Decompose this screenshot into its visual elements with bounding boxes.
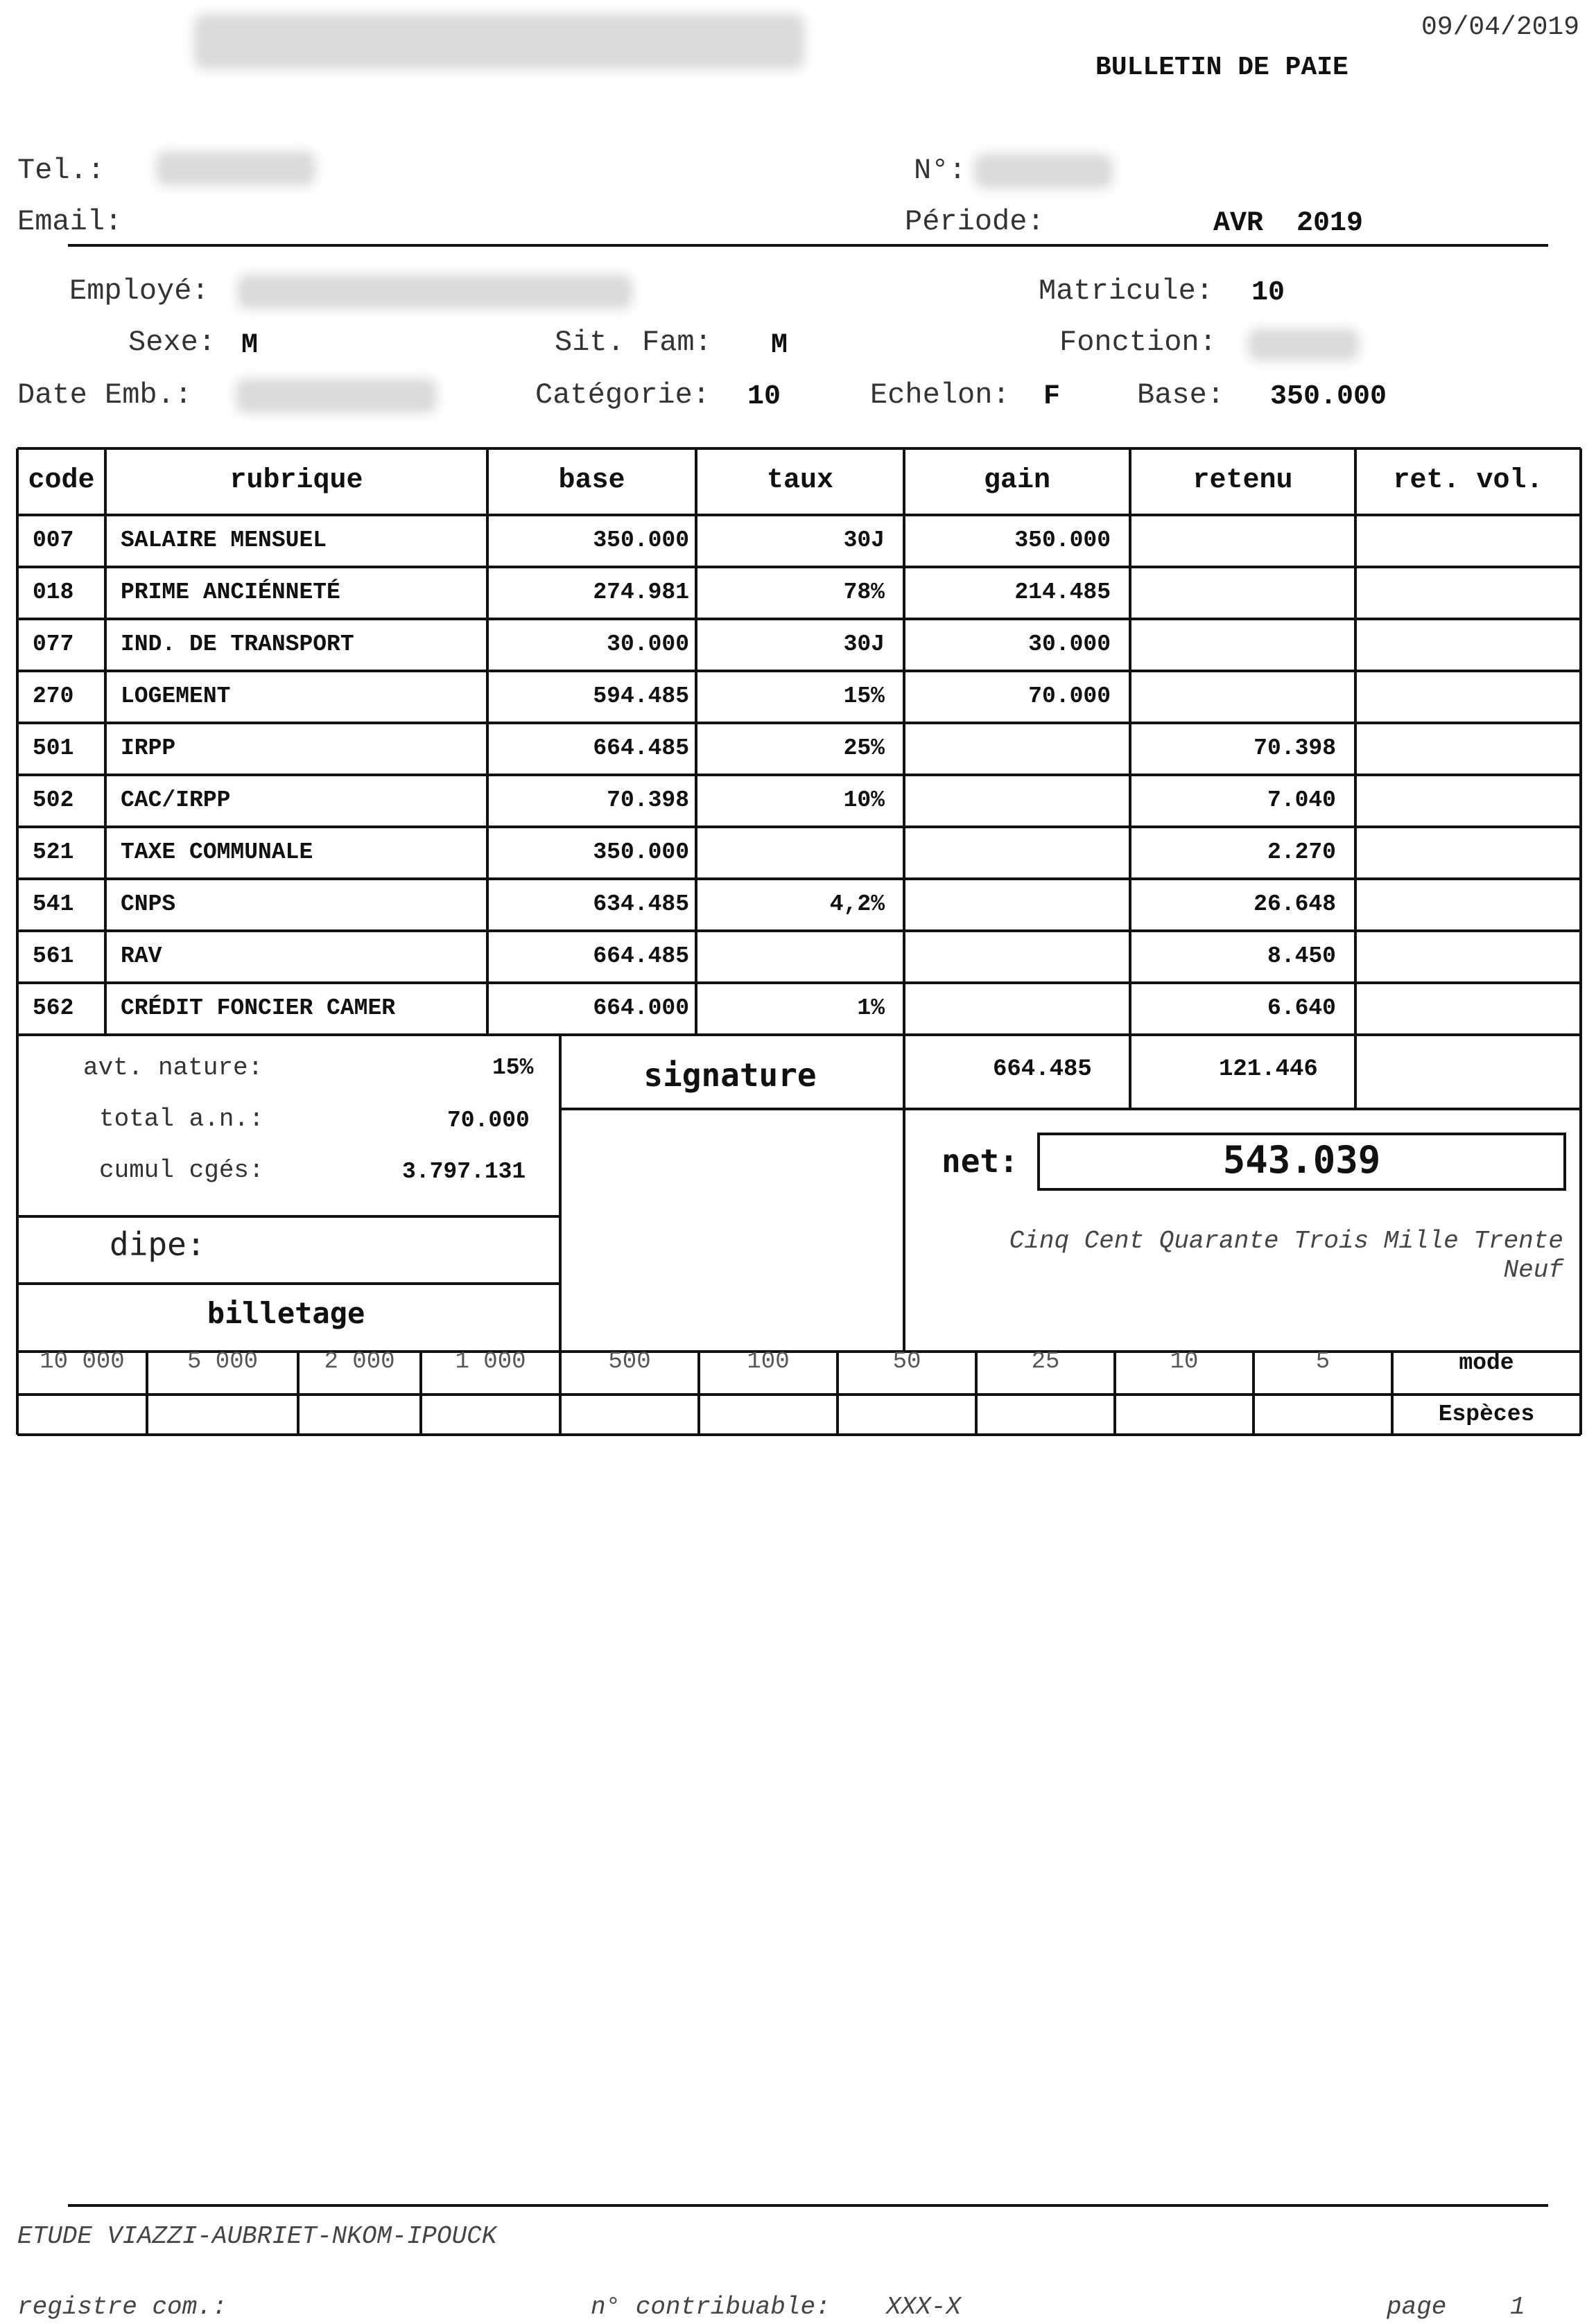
billetage-denomination: 100 (747, 1349, 790, 1375)
matricule-label: Matricule: (1039, 274, 1214, 308)
cell-rubrique: SALAIRE MENSUEL (121, 527, 327, 553)
grid-line (17, 1393, 1581, 1396)
document-title: BULLETIN DE PAIE (1095, 53, 1348, 82)
column-header-taux: taux (766, 465, 833, 496)
footer-company: ETUDE VIAZZI-AUBRIET-NKOM-IPOUCK (17, 2222, 497, 2251)
cell-rubrique: CAC/IRPP (121, 787, 231, 813)
grid-line (903, 1035, 905, 1352)
print-date: 09/04/2019 (1421, 12, 1580, 42)
employe-label: Employé: (69, 274, 209, 308)
cell-taux: 30J (843, 527, 885, 553)
cell-base: 594.485 (593, 683, 689, 709)
grid-line (1129, 1035, 1131, 1109)
cell-gain: 70.000 (1028, 683, 1111, 709)
column-header-code: code (28, 465, 95, 496)
cell-retenu: 6.640 (1267, 995, 1336, 1021)
grid-line (16, 448, 19, 1435)
mode-label: mode (1459, 1350, 1514, 1376)
cell-base: 664.485 (593, 735, 689, 761)
no-label: N°: (914, 154, 966, 187)
grid-line (17, 1033, 1581, 1036)
page-label: page (1387, 2293, 1447, 2321)
avt-nature-label: avt. nature: (83, 1054, 263, 1082)
cell-taux: 4,2% (829, 891, 885, 917)
cell-rubrique: LOGEMENT (121, 683, 231, 709)
contribuable-label: n° contribuable: (591, 2293, 831, 2321)
billetage-denomination: 50 (892, 1349, 921, 1375)
grid-line (17, 929, 1581, 932)
cell-base: 350.000 (593, 839, 689, 865)
grid-line (17, 566, 1581, 568)
cell-retenu: 8.450 (1267, 943, 1336, 969)
grid-line (17, 1282, 560, 1285)
avt-nature-value: 15% (492, 1055, 534, 1081)
cell-taux: 10% (843, 787, 885, 813)
cell-taux: 30J (843, 631, 885, 657)
echelon-label: Echelon: (870, 378, 1010, 412)
grid-line (560, 1108, 1581, 1110)
cell-base: 634.485 (593, 891, 689, 917)
no-value-redacted (974, 154, 1113, 189)
categorie-label: Catégorie: (535, 378, 711, 412)
net-label: net: (942, 1142, 1018, 1180)
total-an-value: 70.000 (447, 1108, 530, 1133)
email-label: Email: (17, 205, 123, 238)
dateemb-value-redacted (236, 378, 437, 413)
cell-gain: 350.000 (1014, 527, 1111, 553)
signature-label: signature (643, 1056, 817, 1094)
periode-label: Période: (905, 205, 1045, 238)
cell-code: 502 (33, 787, 74, 813)
company-name-redacted (194, 14, 804, 69)
cell-taux: 1% (857, 995, 885, 1021)
cell-rubrique: IRPP (121, 735, 176, 761)
column-header-gain: gain (983, 465, 1050, 496)
billetage-denomination: 5 (1315, 1349, 1330, 1375)
cell-code: 007 (33, 527, 74, 553)
net-words-line1: Cinq Cent Quarante Trois Mille Trente (1009, 1227, 1563, 1255)
cell-code: 562 (33, 995, 74, 1021)
grid-line (1579, 448, 1582, 1435)
cell-gain: 214.485 (1014, 579, 1111, 605)
billetage-denomination: 10 (1170, 1349, 1199, 1375)
echelon-value: F (1043, 381, 1061, 412)
sexe-value: M (241, 330, 259, 361)
cell-retenu: 26.648 (1254, 891, 1336, 917)
cell-retenu: 2.270 (1267, 839, 1336, 865)
cell-base: 350.000 (593, 527, 689, 553)
cell-retenu: 7.040 (1267, 787, 1336, 813)
cell-code: 561 (33, 943, 74, 969)
periode-value: AVR 2019 (1213, 208, 1364, 239)
billetage-denomination: 2 000 (324, 1349, 395, 1375)
fonction-value-redacted (1248, 329, 1359, 360)
grid-line (17, 670, 1581, 672)
fonction-label: Fonction: (1059, 326, 1217, 359)
net-value: 543.039 (1222, 1138, 1381, 1182)
cell-retenu: 70.398 (1254, 735, 1336, 761)
categorie-value: 10 (747, 381, 781, 412)
tel-value-redacted (156, 151, 315, 186)
base-value: 350.000 (1270, 381, 1387, 412)
grid-line (1354, 448, 1357, 1035)
column-header-rubrique: rubrique (229, 465, 363, 496)
matricule-value: 10 (1251, 277, 1285, 308)
mode-value: Espèces (1438, 1401, 1535, 1427)
cell-code: 077 (33, 631, 74, 657)
cell-rubrique: RAV (121, 943, 162, 969)
total-an-label: total a.n.: (99, 1105, 264, 1133)
billetage-denomination: 5 000 (187, 1349, 259, 1375)
footer-divider (68, 2204, 1548, 2207)
billetage-denomination: 25 (1031, 1349, 1060, 1375)
cell-rubrique: PRIME ANCIÉNNETÉ (121, 579, 340, 605)
grid-line (17, 1215, 560, 1218)
cell-taux: 25% (843, 735, 885, 761)
sitfam-label: Sit. Fam: (555, 326, 712, 359)
cell-code: 018 (33, 579, 74, 605)
cell-code: 521 (33, 839, 74, 865)
grid-line (17, 447, 1581, 450)
tel-label: Tel.: (17, 154, 105, 187)
billetage-denomination: 500 (608, 1349, 651, 1375)
column-header-retvol: ret. vol. (1393, 465, 1543, 496)
header-divider (68, 244, 1548, 247)
cell-rubrique: CNPS (121, 891, 176, 917)
total-gain: 664.485 (993, 1056, 1092, 1083)
column-header-base: base (558, 465, 625, 496)
grid-line (17, 877, 1581, 880)
column-header-retenu: retenu (1192, 465, 1293, 496)
grid-line (17, 514, 1581, 516)
cell-taux: 78% (843, 579, 885, 605)
base-label: Base: (1137, 378, 1225, 412)
cell-rubrique: CRÉDIT FONCIER CAMER (121, 995, 396, 1021)
cell-rubrique: IND. DE TRANSPORT (121, 631, 354, 657)
grid-line (17, 774, 1581, 776)
cell-rubrique: TAXE COMMUNALE (121, 839, 313, 865)
employe-name-redacted (237, 274, 632, 309)
cell-code: 501 (33, 735, 74, 761)
page-number: 1 (1510, 2293, 1525, 2321)
dipe-label: dipe: (110, 1225, 206, 1263)
dateemb-label: Date Emb.: (17, 378, 193, 412)
grid-line (17, 981, 1581, 984)
cell-base: 664.485 (593, 943, 689, 969)
cell-base: 70.398 (607, 787, 689, 813)
grid-line (1354, 1035, 1357, 1109)
cell-gain: 30.000 (1028, 631, 1111, 657)
cell-base: 664.000 (593, 995, 689, 1021)
billetage-denomination: 1 000 (455, 1349, 526, 1375)
cumul-value: 3.797.131 (402, 1159, 526, 1185)
grid-line (17, 618, 1581, 620)
cell-taux: 15% (843, 683, 885, 709)
net-words-line2: Neuf (1503, 1256, 1563, 1284)
grid-line (17, 825, 1581, 828)
cell-code: 541 (33, 891, 74, 917)
cell-base: 274.981 (593, 579, 689, 605)
billetage-denomination: 10 000 (40, 1349, 125, 1375)
billetage-label: billetage (207, 1296, 365, 1330)
grid-line (17, 722, 1581, 724)
contribuable-value: XXX-X (886, 2293, 962, 2321)
grid-line (17, 1433, 1581, 1436)
registre-label: registre com.: (17, 2293, 227, 2321)
cell-base: 30.000 (607, 631, 689, 657)
cumul-label: cumul cgés: (99, 1156, 264, 1185)
sexe-label: Sexe: (128, 326, 216, 359)
cell-code: 270 (33, 683, 74, 709)
sitfam-value: M (771, 330, 788, 361)
total-retenu: 121.446 (1219, 1056, 1318, 1083)
grid-line (104, 448, 107, 1035)
